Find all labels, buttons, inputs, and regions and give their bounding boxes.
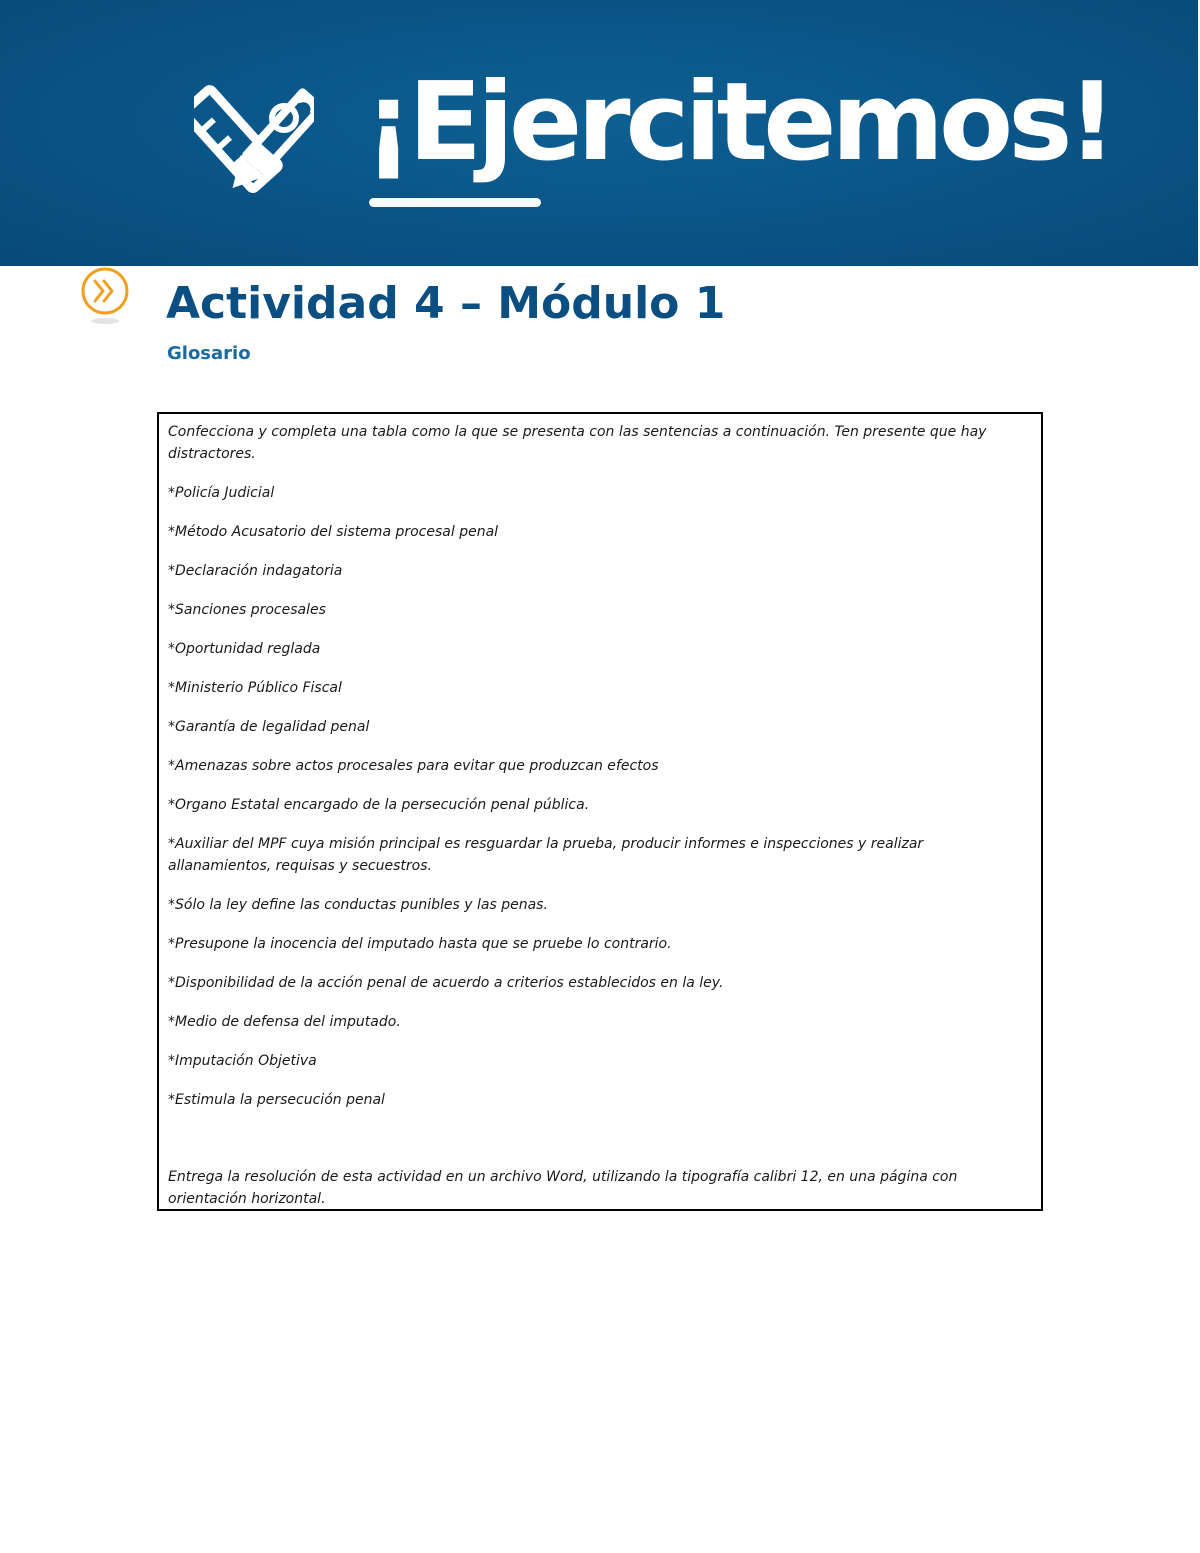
list-item: *Policía Judicial bbox=[168, 485, 275, 501]
list-item: *Disponibilidad de la acción penal de acuerdo a criterios establecidos en la ley. bbox=[168, 975, 724, 991]
instructions-box bbox=[157, 412, 1043, 1211]
double-chevron-right-icon bbox=[78, 264, 134, 326]
list-item: *Amenazas sobre actos procesales para evitar que produzcan efectos bbox=[168, 758, 659, 774]
page-title: Actividad 4 – Módulo 1 bbox=[166, 278, 726, 329]
list-item: *Medio de defensa del imputado. bbox=[168, 1014, 401, 1030]
header-banner bbox=[0, 0, 1198, 266]
banner-title: ¡Ejercitemos! bbox=[364, 60, 1112, 185]
list-item: *Estimula la persecución penal bbox=[168, 1092, 385, 1108]
list-item: *Auxiliar del MPF cuya misión principal es resguardar la prueba, producir informes e inspecciones y realizar allanamientos, requisas y secuestros. bbox=[168, 836, 924, 874]
statement-list bbox=[168, 482, 991, 1111]
page-subtitle: Glosario bbox=[167, 343, 251, 364]
banner-underline bbox=[369, 198, 541, 207]
list-item: *Sanciones procesales bbox=[168, 602, 326, 618]
list-item: *Imputación Objetiva bbox=[168, 1053, 317, 1069]
list-item: *Declaración indagatoria bbox=[168, 563, 343, 579]
list-item: *Organo Estatal encargado de la persecución penal pública. bbox=[168, 797, 590, 813]
pencil-ruler-icon bbox=[194, 82, 314, 206]
list-item: *Sólo la ley define las conductas punibles y las penas. bbox=[168, 897, 548, 913]
list-item: *Método Acusatorio del sistema procesal penal bbox=[168, 524, 499, 540]
instructions-intro: Confecciona y completa una tabla como la que se presenta con las sentencias a continuación. Ten presente que hay distractores. bbox=[168, 424, 987, 462]
list-item: *Ministerio Público Fiscal bbox=[168, 680, 342, 696]
list-item: *Garantía de legalidad penal bbox=[168, 719, 370, 735]
list-item: *Oportunidad reglada bbox=[168, 641, 321, 657]
list-item: *Presupone la inocencia del imputado hasta que se pruebe lo contrario. bbox=[168, 936, 672, 952]
instructions-closing: Entrega la resolución de esta actividad en un archivo Word, utilizando la tipografía calibri 12, en una página con orientación horizontal. bbox=[168, 1169, 958, 1207]
